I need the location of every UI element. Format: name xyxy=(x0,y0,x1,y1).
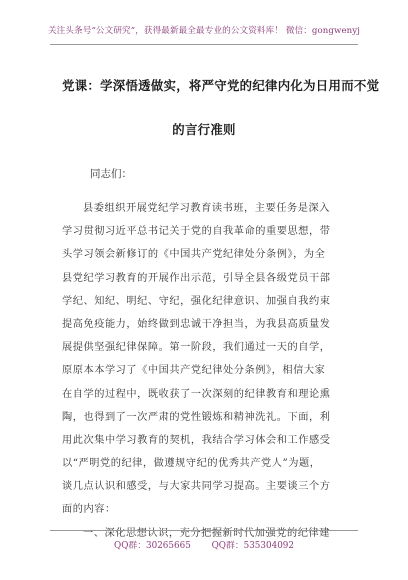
document-title-line-1: 党课：学深悟透做实，将严守党的纪律内化为日用而不觉 xyxy=(62,78,380,93)
body-line: 县党纪学习教育的开展作出示范，引导全县各级党员干部 xyxy=(62,272,331,284)
header-banner: 关注头条号“公文研究”，获得最新最全最专业的公文资料库！ 微信：gongwenyj xyxy=(47,26,361,36)
body-line: 学纪、知纪、明纪、守纪，强化纪律意识、加强自我约束 xyxy=(62,295,331,307)
body-text xyxy=(62,197,344,545)
body-line: 县委组织开展党纪学习教育读书班，主要任务是深入 xyxy=(83,203,330,214)
document-title-line-2: 的言行准则 xyxy=(172,122,236,137)
salutation: 同志们： xyxy=(90,168,132,180)
footer-qq-group-1: QQ群：30265665 xyxy=(114,541,191,551)
body-line: 谈几点认识和感受，与大家共同学习提高。主要谈三个方 xyxy=(62,481,331,493)
body-line: 原原本本学习了《中国共产党纪律处分条例》，相信大家 xyxy=(62,365,326,377)
section-heading-line: 一、深化思想认识，充分把握新时代加强党的纪律建 xyxy=(83,527,330,539)
header-divider xyxy=(50,44,358,45)
footer-divider xyxy=(50,530,358,531)
body-line: 头学习领会新修订的《中国共产党纪律处分条例》，为全 xyxy=(62,249,326,261)
body-line: 在自学的过程中，既收获了一次深刻的纪律教育和理论熏 xyxy=(62,388,331,400)
body-line: 陶，也得到了一次严肃的党性锻炼和精神洗礼。下面，利 xyxy=(62,411,331,423)
body-line: 提高免疫能力，始终做到忠诚干净担当，为我县高质量发 xyxy=(62,318,331,330)
body-line: 展提供坚强纪律保障。第一阶段，我们通过一天的自学， xyxy=(62,342,331,354)
body-line: 学习贯彻习近平总书记关于党的自我革命的重要思想，带 xyxy=(62,226,331,238)
footer xyxy=(0,538,408,551)
body-line: 用此次集中学习教育的契机，我结合学习体会和工作感受 xyxy=(62,434,331,446)
body-line: 以“严明党的纪律，做遵规守纪的优秀共产党人”为题， xyxy=(62,458,321,470)
body-line: 面的内容： xyxy=(62,504,116,516)
footer-qq-group-2: QQ群：535304092 xyxy=(211,541,294,551)
